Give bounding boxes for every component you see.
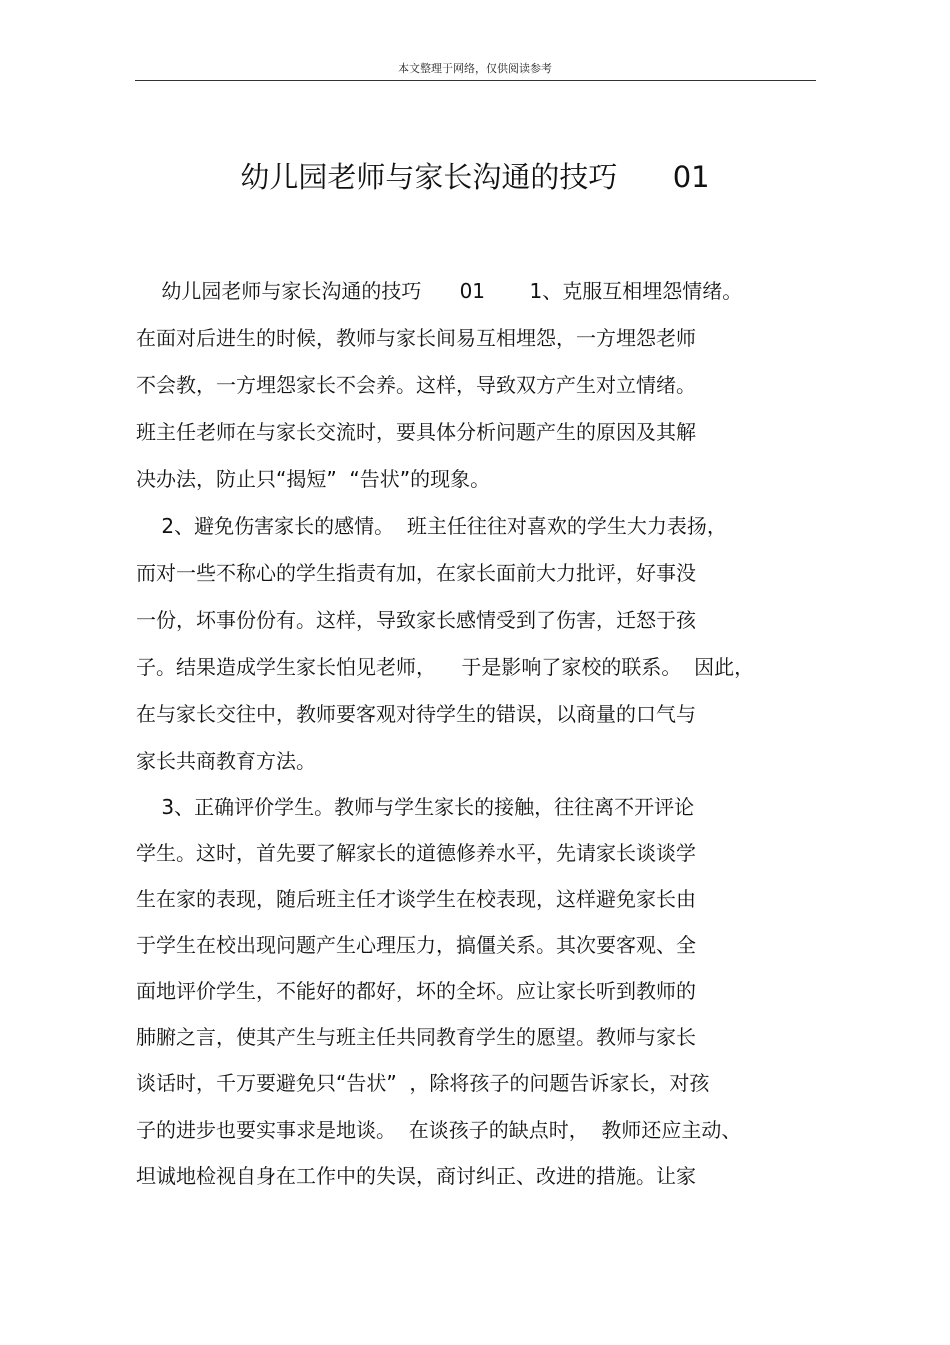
body-line: 肺腑之言，使其产生与班主任共同教育学生的愿望。教师与家长	[136, 1025, 696, 1049]
body-line: 一份，坏事份份有。这样，导致家长感情受到了伤害，迁怒于孩	[136, 608, 696, 632]
body-line: 幼儿园老师与家长沟通的技巧 01 1、克服互相埋怨情绪。	[136, 279, 743, 303]
body-line: 谈话时，千万要避免只“告状” ，除将孩子的问题告诉家长，对孩	[136, 1071, 710, 1095]
body-line: 班主任老师在与家长交流时，要具体分析问题产生的原因及其解	[136, 420, 696, 444]
header-note: 本文整理于网络，仅供阅读参考	[398, 62, 552, 75]
body-line: 在与家长交往中，教师要客观对待学生的错误，以商量的口气与	[136, 702, 696, 726]
body-line: 而对一些不称心的学生指责有加，在家长面前大力批评，好事没	[136, 561, 696, 585]
body-line: 子。结果造成学生家长怕见老师， 于是影响了家校的联系。 因此，	[136, 655, 755, 679]
body-line: 2、避免伤害家长的感情。 班主任往往对喜欢的学生大力表扬，	[136, 514, 727, 538]
body-line: 不会教，一方埋怨家长不会养。这样，导致双方产生对立情绪。	[136, 373, 696, 397]
body-line: 子的进步也要实事求是地谈。 在谈孩子的缺点时， 教师还应主动、	[136, 1118, 742, 1142]
body-line: 于学生在校出现问题产生心理压力，搞僵关系。其次要客观、全	[136, 933, 696, 957]
body-line: 生在家的表现，随后班主任才谈学生在校表现，这样避免家长由	[136, 887, 696, 911]
body-line: 3、正确评价学生。教师与学生家长的接触，往往离不开评论	[136, 795, 695, 819]
body-line: 学生。这时，首先要了解家长的道德修养水平，先请家长谈谈学	[136, 841, 696, 865]
body-line: 坦诚地检视自身在工作中的失误，商讨纠正、改进的措施。让家	[136, 1164, 696, 1188]
header-divider	[135, 80, 816, 81]
document-title: 幼儿园老师与家长沟通的技巧 01	[240, 160, 710, 194]
body-line: 面地评价学生，不能好的都好，坏的全坏。应让家长听到教师的	[136, 979, 696, 1003]
body-line: 在面对后进生的时候，教师与家长间易互相埋怨，一方埋怨老师	[136, 326, 696, 350]
body-line: 决办法，防止只“揭短” “告状”的现象。	[136, 467, 491, 491]
body-line: 家长共商教育方法。	[136, 749, 316, 773]
